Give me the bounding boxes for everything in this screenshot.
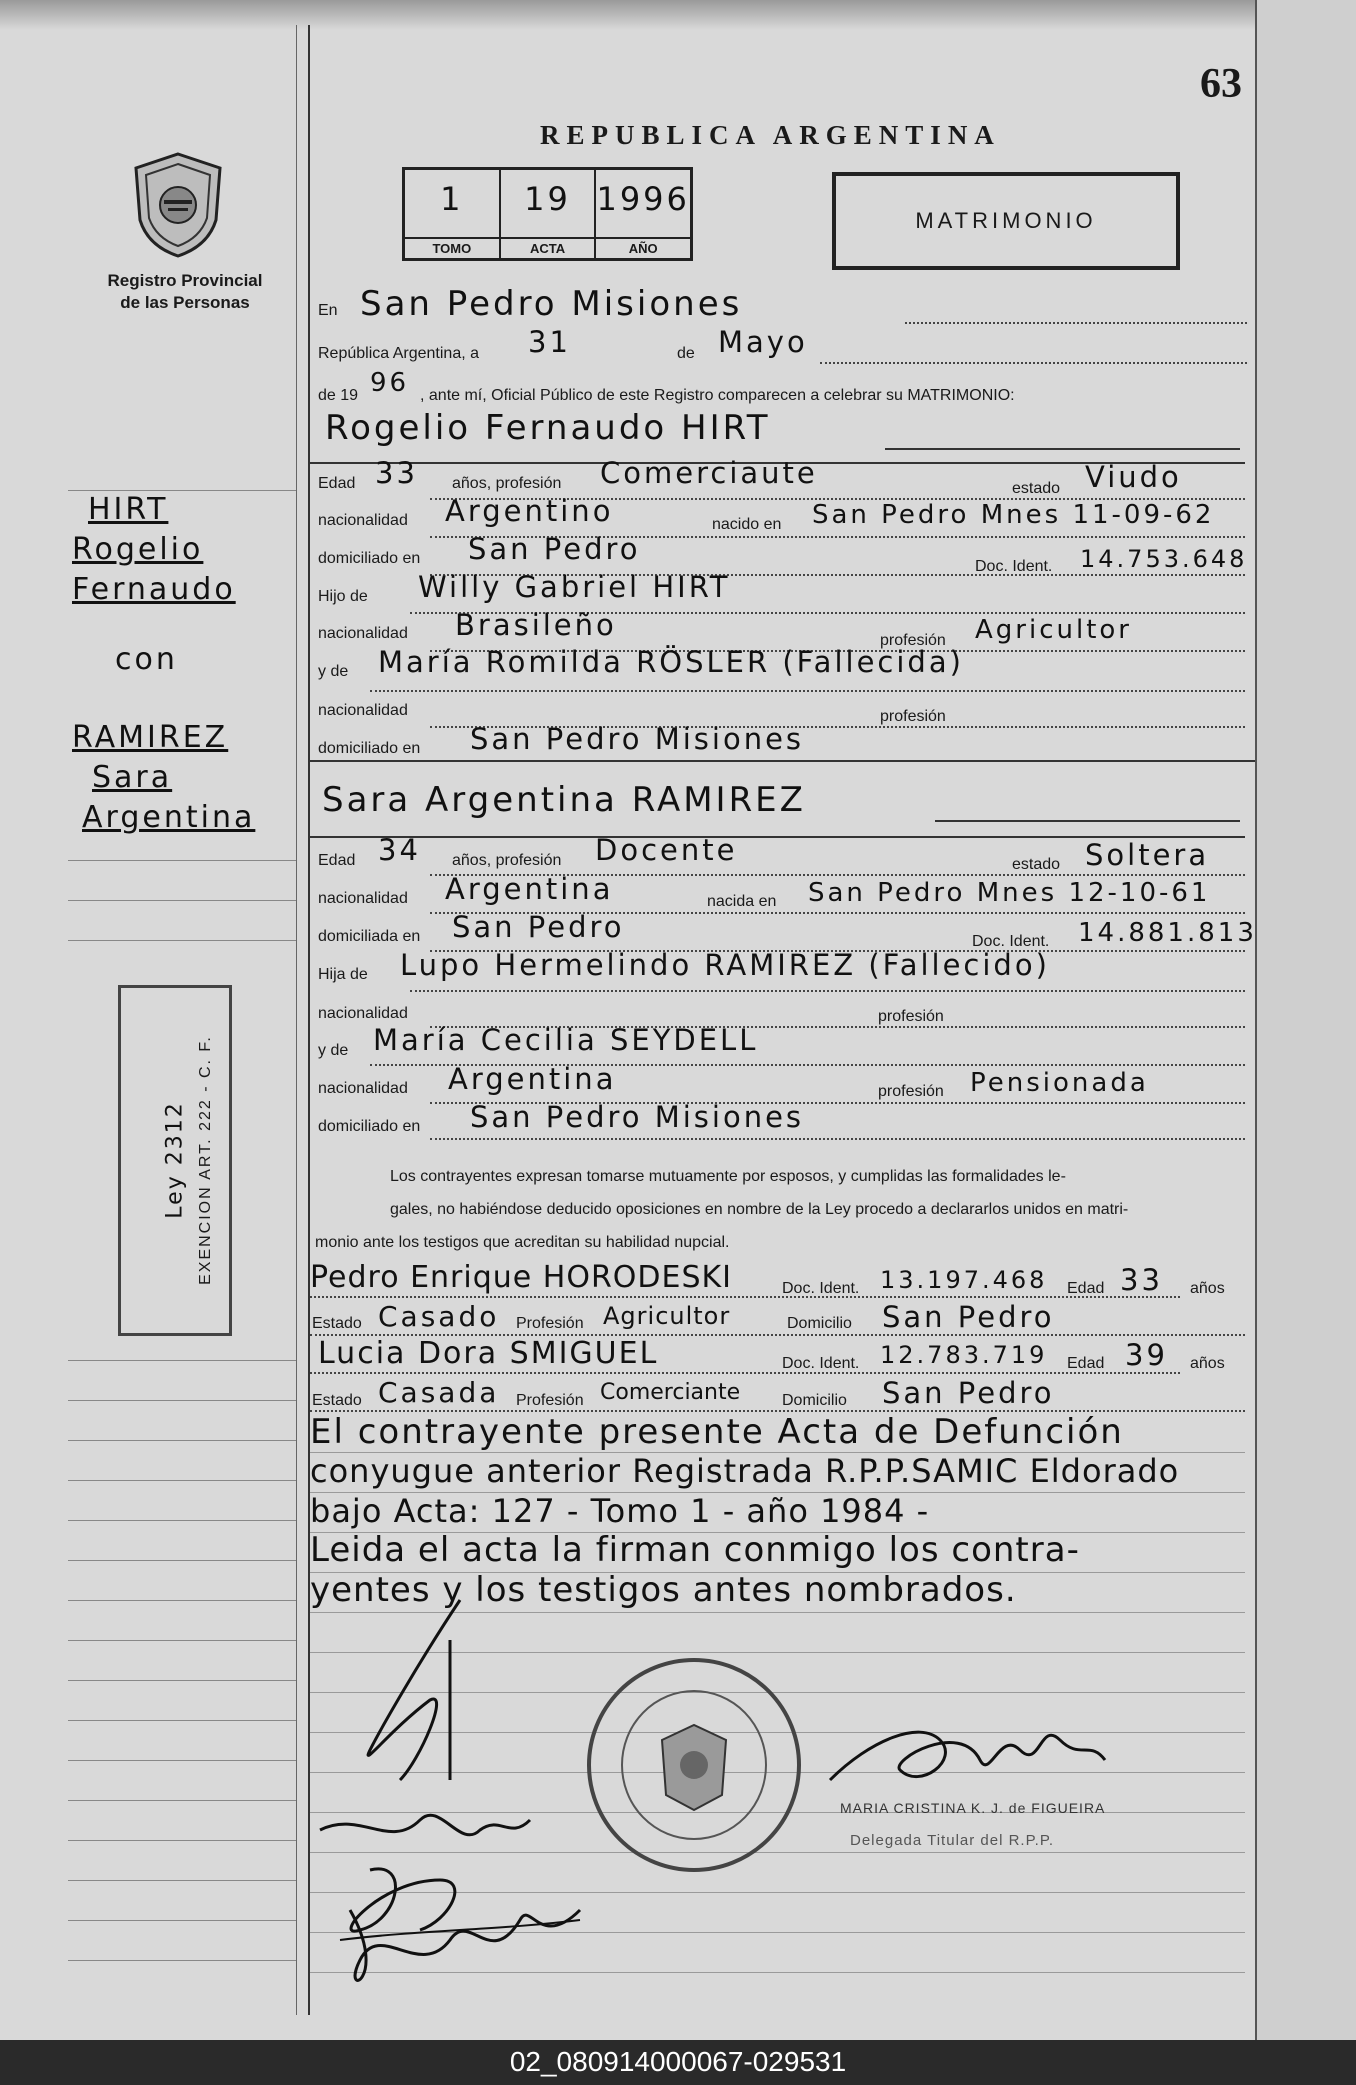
bride-domiciliada-label: domiciliada en <box>318 928 421 945</box>
dotted-line <box>410 990 1245 992</box>
ano-cell <box>596 170 690 258</box>
margin-surname-bride: RAMIREZ <box>72 720 229 755</box>
groom-doc: 14.753.648 <box>1080 545 1248 573</box>
bride-doc-label: Doc. Ident. <box>972 933 1050 950</box>
groom-profession: Comerciaute <box>600 456 818 490</box>
document-type-box: MATRIMONIO <box>832 172 1180 270</box>
year-value: 96 <box>370 368 410 398</box>
margin-rule <box>68 900 296 901</box>
groom-age: 33 <box>375 456 418 490</box>
en-label: En <box>318 302 338 319</box>
groom-father-nacionalidad-label: nacionalidad <box>318 625 408 642</box>
margin-rule <box>68 1880 296 1881</box>
bride-nationality: Argentina <box>445 872 614 906</box>
groom-father: Willy Gabriel HIRT <box>418 570 731 604</box>
page-edge <box>1255 0 1356 2040</box>
acta-number-box <box>402 167 693 261</box>
official-title: Delegada Titular del R.P.P. <box>850 1832 1055 1849</box>
witness2-estado-label: Estado <box>312 1392 362 1409</box>
margin-rule <box>68 1760 296 1761</box>
margin-rule <box>68 1960 296 1961</box>
dotted-line <box>820 362 1247 364</box>
groom-parents-domicile: San Pedro Misiones <box>470 722 805 756</box>
tomo-value: 1 <box>440 180 464 218</box>
margin-rule <box>68 490 296 491</box>
witness1-estado: Casado <box>378 1300 500 1333</box>
de-label: de <box>677 345 695 362</box>
note-line-5: yentes y los testigos antes nombrados. <box>310 1570 1017 1610</box>
dotted-line <box>370 690 1245 692</box>
margin-middlename-bride: Argentina <box>82 800 256 835</box>
note-line-1: El contrayente presente Acta de Defunción <box>310 1412 1124 1452</box>
groom-profesion-label: años, profesión <box>452 475 562 492</box>
groom-nationality: Argentino <box>445 494 614 528</box>
groom-edad-label: Edad <box>318 475 356 492</box>
acta-value: 19 <box>524 180 571 218</box>
margin-rule <box>68 1400 296 1401</box>
witness2-estado: Casada <box>378 1376 500 1409</box>
groom-domicile: San Pedro <box>468 532 641 566</box>
document-id: 02_080914000067-029531 <box>509 2046 847 2077</box>
bride-nacida-label: nacida en <box>707 893 777 910</box>
margin-rule <box>68 1920 296 1921</box>
groom-mother-profesion-label: profesión <box>880 708 946 725</box>
note-line-2: conyugue anterior Registrada R.P.P.SAMIC Eldorado <box>310 1452 1180 1490</box>
month-value: Mayo <box>718 325 808 359</box>
groom-estado-label: estado <box>1012 480 1061 497</box>
witness1-estado-label: Estado <box>312 1315 362 1332</box>
bride-mother-nacionalidad-label: nacionalidad <box>318 1080 408 1097</box>
margin-rule <box>68 860 296 861</box>
official-name: MARIA CRISTINA K. J. de FIGUEIRA <box>840 1800 1106 1816</box>
margin-rule <box>68 1600 296 1601</box>
bride-estado: Soltera <box>1085 838 1210 872</box>
witness2-profesion-label: Profesión <box>516 1392 584 1409</box>
rule <box>935 820 1240 822</box>
witness2-anos-label: años <box>1190 1355 1225 1372</box>
bride-parents-domiciliado-label: domiciliado en <box>318 1118 421 1135</box>
groom-nacionalidad-label: nacionalidad <box>318 512 408 529</box>
groom-father-profession: Agricultor <box>975 615 1132 645</box>
declaration-line-1: Los contrayentes expresan tomarse mutuamente por esposos, y cumplidas las formalidades le- <box>390 1168 1066 1185</box>
tomo-label: TOMO <box>405 237 499 258</box>
groom-birth: San Pedro Mnes 11-09-62 <box>812 500 1215 530</box>
ano-label: AÑO <box>596 237 690 258</box>
groom-mother-nacionalidad-label: nacionalidad <box>318 702 408 719</box>
bride-doc: 14.881.813 <box>1078 918 1257 948</box>
groom-father-profesion-label: profesión <box>880 632 946 649</box>
dotted-line <box>310 1372 1180 1374</box>
groom-parents-domiciliado-label: domiciliado en <box>318 740 421 757</box>
margin-rule <box>68 1560 296 1561</box>
margin-rule <box>68 1360 296 1361</box>
margin-surname-groom: HIRT <box>88 492 169 527</box>
dotted-line <box>430 1138 1245 1140</box>
witness2-domicile: San Pedro <box>882 1376 1055 1410</box>
bride-mother-profesion-label: profesión <box>878 1083 944 1100</box>
bride-father: Lupo Hermelindo RAMIREZ (Fallecido) <box>400 948 1050 982</box>
witness1-doc: 13.197.468 <box>880 1266 1048 1294</box>
margin-rule <box>68 1800 296 1801</box>
day-value: 31 <box>528 325 571 359</box>
margin-rule <box>68 1520 296 1521</box>
tomo-cell <box>405 170 501 258</box>
witness1-age: 33 <box>1120 1263 1163 1297</box>
margin-con: con <box>115 642 178 677</box>
witness1-profession: Agricultor <box>603 1302 731 1330</box>
witness2-domicilio-label: Domicilio <box>782 1392 847 1409</box>
witness2-doc-label: Doc. Ident. <box>782 1355 860 1372</box>
bride-domicile: San Pedro <box>452 910 625 944</box>
bride-parents-domicile: San Pedro Misiones <box>470 1100 805 1134</box>
bride-hija-label: Hija de <box>318 966 368 983</box>
witness1-profesion-label: Profesión <box>516 1315 584 1332</box>
groom-name: Rogelio Fernaudo HIRT <box>325 408 771 448</box>
bride-mother-nationality: Argentina <box>448 1062 617 1096</box>
registry-name <box>60 270 310 314</box>
note-line-3: bajo Acta: 127 - Tomo 1 - año 1984 - <box>310 1492 930 1530</box>
groom-mother: María Romilda RÖSLER (Fallecida) <box>378 645 964 679</box>
dotted-line <box>905 322 1247 324</box>
stamp-law: Ley 2312 <box>162 1101 188 1219</box>
margin-rule <box>68 1720 296 1721</box>
place-value: San Pedro Misiones <box>360 284 743 324</box>
margin-rule <box>68 1840 296 1841</box>
intro-text: , ante mí, Oficial Público de este Registro comparecen a celebrar su MATRIMONIO: <box>420 387 1015 404</box>
margin-rule <box>68 940 296 941</box>
witness1-domicile: San Pedro <box>882 1300 1055 1334</box>
declaration-line-2: gales, no habiéndose deducido oposiciones en nombre de la Ley procedo a declararlos unidos en matri- <box>390 1201 1129 1218</box>
rule <box>885 448 1240 450</box>
bride-age: 34 <box>378 833 421 867</box>
margin-firstname-groom: Rogelio <box>72 532 204 567</box>
provincial-seal-icon <box>128 150 228 260</box>
ano-value: 1996 <box>596 180 690 218</box>
groom-nacido-label: nacido en <box>712 516 782 533</box>
witness1-edad-label: Edad <box>1067 1280 1105 1297</box>
year-prefix-label: de 19 <box>318 387 359 404</box>
groom-domiciliado-label: domiciliado en <box>318 550 421 567</box>
groom-y-de-label: y de <box>318 663 349 680</box>
margin-rule <box>68 1640 296 1641</box>
groom-doc-label: Doc. Ident. <box>975 558 1053 575</box>
acta-cell <box>501 170 597 258</box>
margin-divider-inner <box>296 25 297 2015</box>
margin-middlename-groom: Fernaudo <box>72 572 236 607</box>
bride-birth: San Pedro Mnes 12-10-61 <box>808 878 1211 908</box>
acta-label: ACTA <box>501 237 595 258</box>
exemption-stamp <box>118 985 232 1336</box>
dotted-line <box>310 1296 1180 1298</box>
witness2-edad-label: Edad <box>1067 1355 1105 1372</box>
declaration-text <box>315 1160 1235 1259</box>
rule <box>310 760 1255 762</box>
witness2-profession: Comerciante <box>600 1380 741 1405</box>
witness2-doc: 12.783.719 <box>880 1341 1048 1369</box>
witness1-anos-label: años <box>1190 1280 1225 1297</box>
bride-edad-label: Edad <box>318 852 356 869</box>
margin-rule <box>68 1440 296 1441</box>
registry-line-1: Registro Provincial <box>107 271 263 290</box>
country-heading: REPUBLICA ARGENTINA <box>540 120 1001 150</box>
witness1-doc-label: Doc. Ident. <box>782 1280 860 1297</box>
groom-hijo-label: Hijo de <box>318 588 368 605</box>
bride-profession: Docente <box>595 833 738 867</box>
witness1-name: Pedro Enrique HORODESKI <box>310 1260 733 1295</box>
margin-firstname-bride: Sara <box>92 760 173 795</box>
stamp-exemption: EXENCION ART. 222 - C. F. <box>197 1035 214 1285</box>
groom-father-nationality: Brasileño <box>455 608 617 642</box>
republica-label: República Argentina, a <box>318 345 479 362</box>
page-number: 63 <box>1200 61 1242 107</box>
witness2-name: Lucia Dora SMIGUEL <box>318 1336 659 1371</box>
bride-estado-label: estado <box>1012 856 1061 873</box>
bride-mother: María Cecilia SEYDELL <box>373 1023 759 1057</box>
margin-rule <box>68 1480 296 1481</box>
bride-father-nacionalidad-label: nacionalidad <box>318 1005 408 1022</box>
bride-nacionalidad-label: nacionalidad <box>318 890 408 907</box>
note-line-4: Leida el acta la firman conmigo los contra- <box>310 1530 1080 1570</box>
declaration-line-3: monio ante los testigos que acreditan su habilidad nupcial. <box>315 1234 730 1251</box>
bride-mother-profession: Pensionada <box>970 1068 1149 1098</box>
bride-profesion-label: años, profesión <box>452 852 562 869</box>
bride-father-profesion-label: profesión <box>878 1008 944 1025</box>
witness2-age: 39 <box>1125 1338 1168 1372</box>
round-stamp-icon <box>582 1655 807 1875</box>
margin-rule <box>68 1680 296 1681</box>
witness1-domicilio-label: Domicilio <box>787 1315 852 1332</box>
groom-estado: Viudo <box>1085 460 1182 494</box>
bride-name: Sara Argentina RAMIREZ <box>322 780 806 820</box>
registry-line-2: de las Personas <box>120 293 250 312</box>
bride-y-de-label: y de <box>318 1042 349 1059</box>
witness-signatures <box>300 1580 600 2010</box>
